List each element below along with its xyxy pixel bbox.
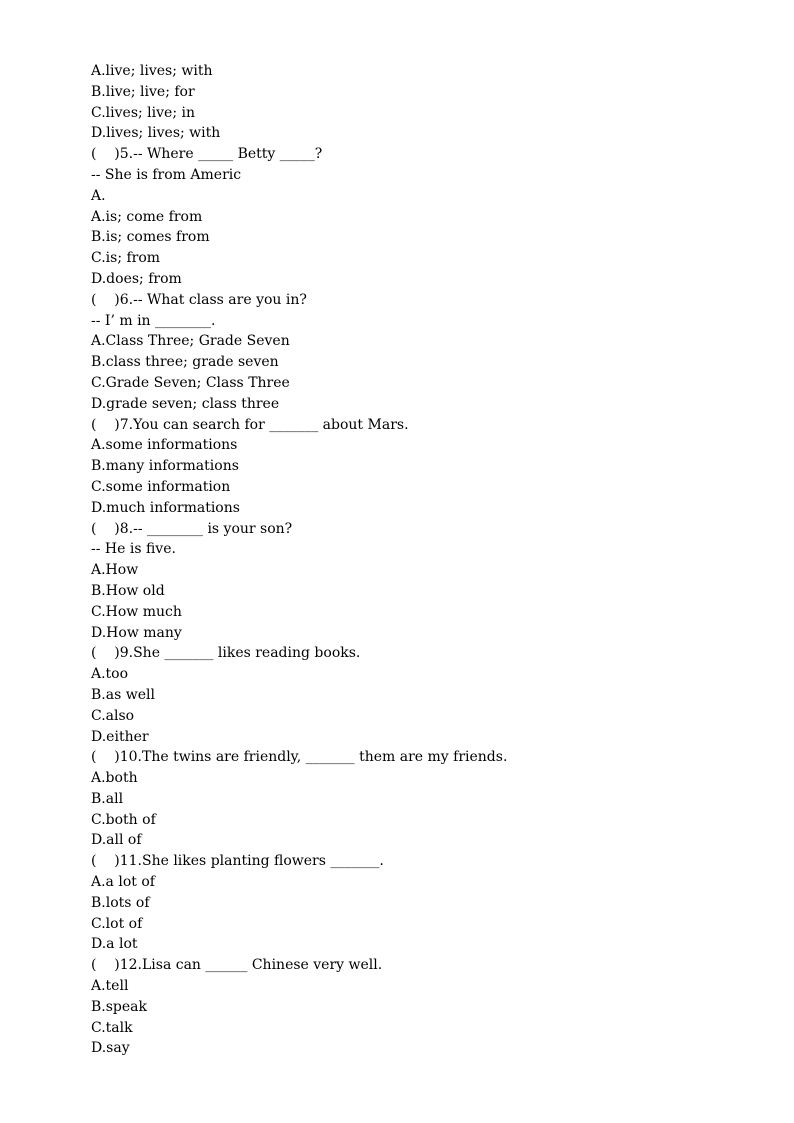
text-line: B.live; live; for xyxy=(91,83,195,100)
question-line: ( )7.You can search for _______ about Mars. xyxy=(91,416,409,433)
text-line: C.both of xyxy=(91,811,156,828)
text-line: C.is; from xyxy=(91,250,161,267)
question-line: ( )6.-- What class are you in? xyxy=(91,291,307,308)
question-line: ( )11.She likes planting flowers _______. xyxy=(91,853,384,870)
text-line: B.is; comes from xyxy=(91,229,210,246)
text-line: B.all xyxy=(91,790,124,807)
text-line: D.lives; lives; with xyxy=(91,125,221,142)
text-line: B.lots of xyxy=(91,894,150,911)
question-line: ( )10.The twins are friendly, _______ them are my friends. xyxy=(91,749,508,766)
text-line: C.some information xyxy=(91,478,231,495)
text-line: D.much informations xyxy=(91,499,240,516)
text-line: C.also xyxy=(91,707,135,724)
text-line: A.some informations xyxy=(91,437,238,454)
text-line: D.How many xyxy=(91,624,182,641)
question-line: ( )12.Lisa can ______ Chinese very well. xyxy=(91,957,383,974)
text-line: C.Grade Seven; Class Three xyxy=(91,374,290,391)
text-line: A.live; lives; with xyxy=(91,63,213,79)
text-line: B.How old xyxy=(91,582,165,599)
text-line: C.lives; live; in xyxy=(91,104,195,121)
text-line: A.is; come from xyxy=(91,208,203,225)
text-line: D.either xyxy=(91,728,149,745)
text-line: -- She is from Americ xyxy=(91,166,242,183)
question-line: ( )9.She _______ likes reading books. xyxy=(91,645,361,662)
text-line: A.both xyxy=(91,770,138,787)
text-line: C.lot of xyxy=(91,915,143,932)
question-line: ( )5.-- Where _____ Betty _____? xyxy=(91,146,323,163)
document-page xyxy=(91,61,751,1059)
text-line: C.How much xyxy=(91,603,182,620)
text-line: B.speak xyxy=(91,998,147,1015)
text-line: D.say xyxy=(91,1040,130,1057)
text-line: A.too xyxy=(91,666,129,683)
text-line: D.a lot xyxy=(91,936,138,953)
text-line: A.Class Three; Grade Seven xyxy=(91,333,290,350)
text-line: C.talk xyxy=(91,1019,133,1036)
text-line: A.tell xyxy=(91,978,129,995)
text-line: B.many informations xyxy=(91,458,239,475)
text-line: -- I’ m in ________. xyxy=(91,312,216,329)
text-line: -- He is five. xyxy=(91,541,176,558)
text-line: A.a lot of xyxy=(91,874,155,891)
text-line: D.all of xyxy=(91,832,142,849)
text-line: A.How xyxy=(91,562,139,579)
text-line: D.grade seven; class three xyxy=(91,395,280,412)
text-line: B.class three; grade seven xyxy=(91,354,279,371)
question-line: ( )8.-- ________ is your son? xyxy=(91,520,293,537)
text-line: B.as well xyxy=(91,686,155,703)
text-line: D.does; from xyxy=(91,270,182,287)
text-line: A. xyxy=(91,187,106,204)
